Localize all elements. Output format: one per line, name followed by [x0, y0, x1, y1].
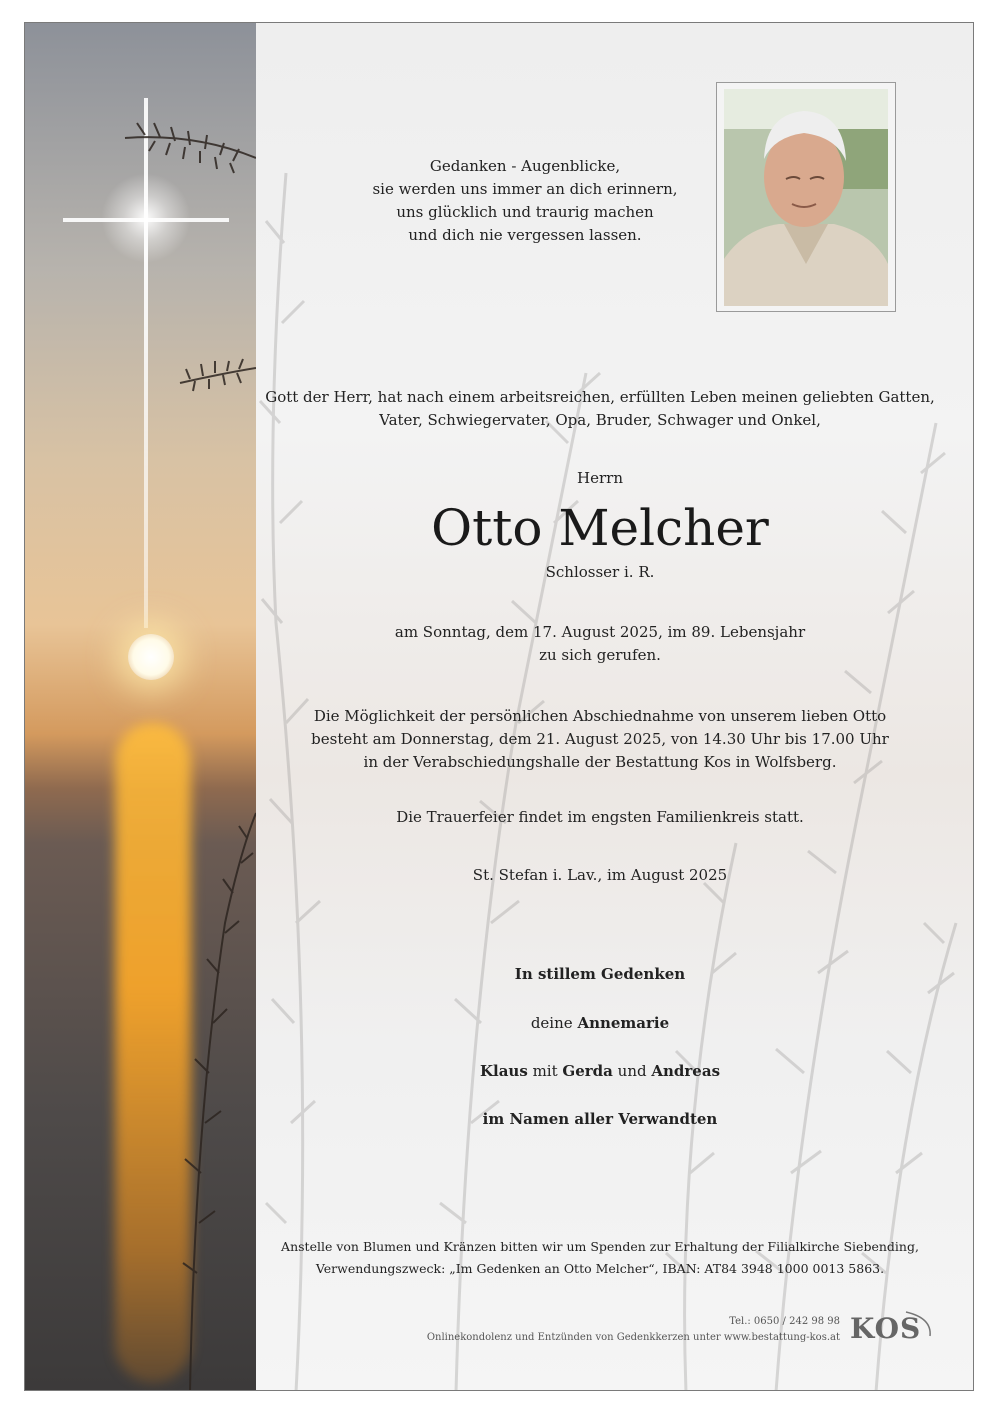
- sunset-panel: [25, 23, 257, 1390]
- grass-silhouette-icon: [25, 23, 256, 1391]
- person-portrait-icon: [724, 89, 888, 306]
- death-line: zu sich gerufen.: [539, 646, 661, 664]
- quote-line: Gedanken - Augenblicke,: [429, 157, 621, 175]
- online-condolence-link[interactable]: Onlinekondolenz und Entzünden von Gedenkkerzen unter www.bestattung-kos.at: [426, 1332, 840, 1343]
- intro-line: Gott der Herr, hat nach einem arbeitsreichen, erfüllten Leben meinen geliebten Gatten,: [265, 388, 935, 406]
- phone-number: Tel.: 0650 / 242 98 98: [729, 1316, 840, 1327]
- death-notice: [250, 621, 950, 667]
- mourner-name: Gerda: [562, 1062, 613, 1080]
- farewell-info: [250, 705, 950, 774]
- mourner-name: Klaus: [479, 1062, 528, 1080]
- mourner-name: Andreas: [651, 1062, 721, 1080]
- donation-line: Anstelle von Blumen und Kränzen bitten wir um Spenden zur Erhaltung der Filialkirche Siebending,: [281, 1239, 919, 1254]
- intro-line: Vater, Schwiegervater, Opa, Bruder, Schwager und Onkel,: [379, 411, 821, 429]
- place-date: St. Stefan i. Lav., im August 2025: [472, 866, 728, 884]
- portrait-photo: [724, 89, 888, 306]
- quote-line: und dich nie vergessen lassen.: [408, 226, 642, 244]
- mourner-connector: mit: [532, 1062, 558, 1080]
- salutation: Herrn: [577, 469, 623, 487]
- death-line: am Sonntag, dem 17. August 2025, im 89. Lebensjahr: [394, 623, 806, 641]
- quote-line: sie werden uns immer an dich erinnern,: [372, 180, 678, 198]
- donation-note: [250, 1236, 950, 1280]
- mourner-prefix: deine: [530, 1014, 573, 1032]
- farewell-line: in der Verabschiedungshalle der Bestattung Kos in Wolfsberg.: [363, 753, 837, 771]
- intro-text: [250, 386, 950, 432]
- ceremony-info: Die Trauerfeier findet im engsten Familienkreis statt.: [396, 808, 804, 826]
- portrait-frame: [716, 82, 896, 312]
- mourner-line-2: [250, 1060, 950, 1083]
- mourner-line-3: im Namen aller Verwandten: [482, 1110, 718, 1128]
- deceased-name: Otto Melcher: [431, 499, 769, 557]
- mourner-line-1: [250, 1012, 950, 1035]
- mourner-name: Annemarie: [577, 1014, 670, 1032]
- donation-line: Verwendungszweck: „Im Gedenken an Otto Melcher“, IBAN: AT84 3948 1000 0013 5863.: [315, 1261, 885, 1276]
- quote-line: uns glücklich und traurig machen: [396, 203, 654, 221]
- farewell-line: Die Möglichkeit der persönlichen Abschiednahme von unserem lieben Otto: [313, 707, 887, 725]
- memory-heading: In stillem Gedenken: [514, 965, 686, 983]
- farewell-line: besteht am Donnerstag, dem 21. August 2025, von 14.30 Uhr bis 17.00 Uhr: [311, 730, 889, 748]
- mourner-connector: und: [617, 1062, 647, 1080]
- memorial-quote: [260, 155, 790, 247]
- company-logo: KOS: [850, 1312, 922, 1345]
- deceased-profession: Schlosser i. R.: [545, 563, 655, 581]
